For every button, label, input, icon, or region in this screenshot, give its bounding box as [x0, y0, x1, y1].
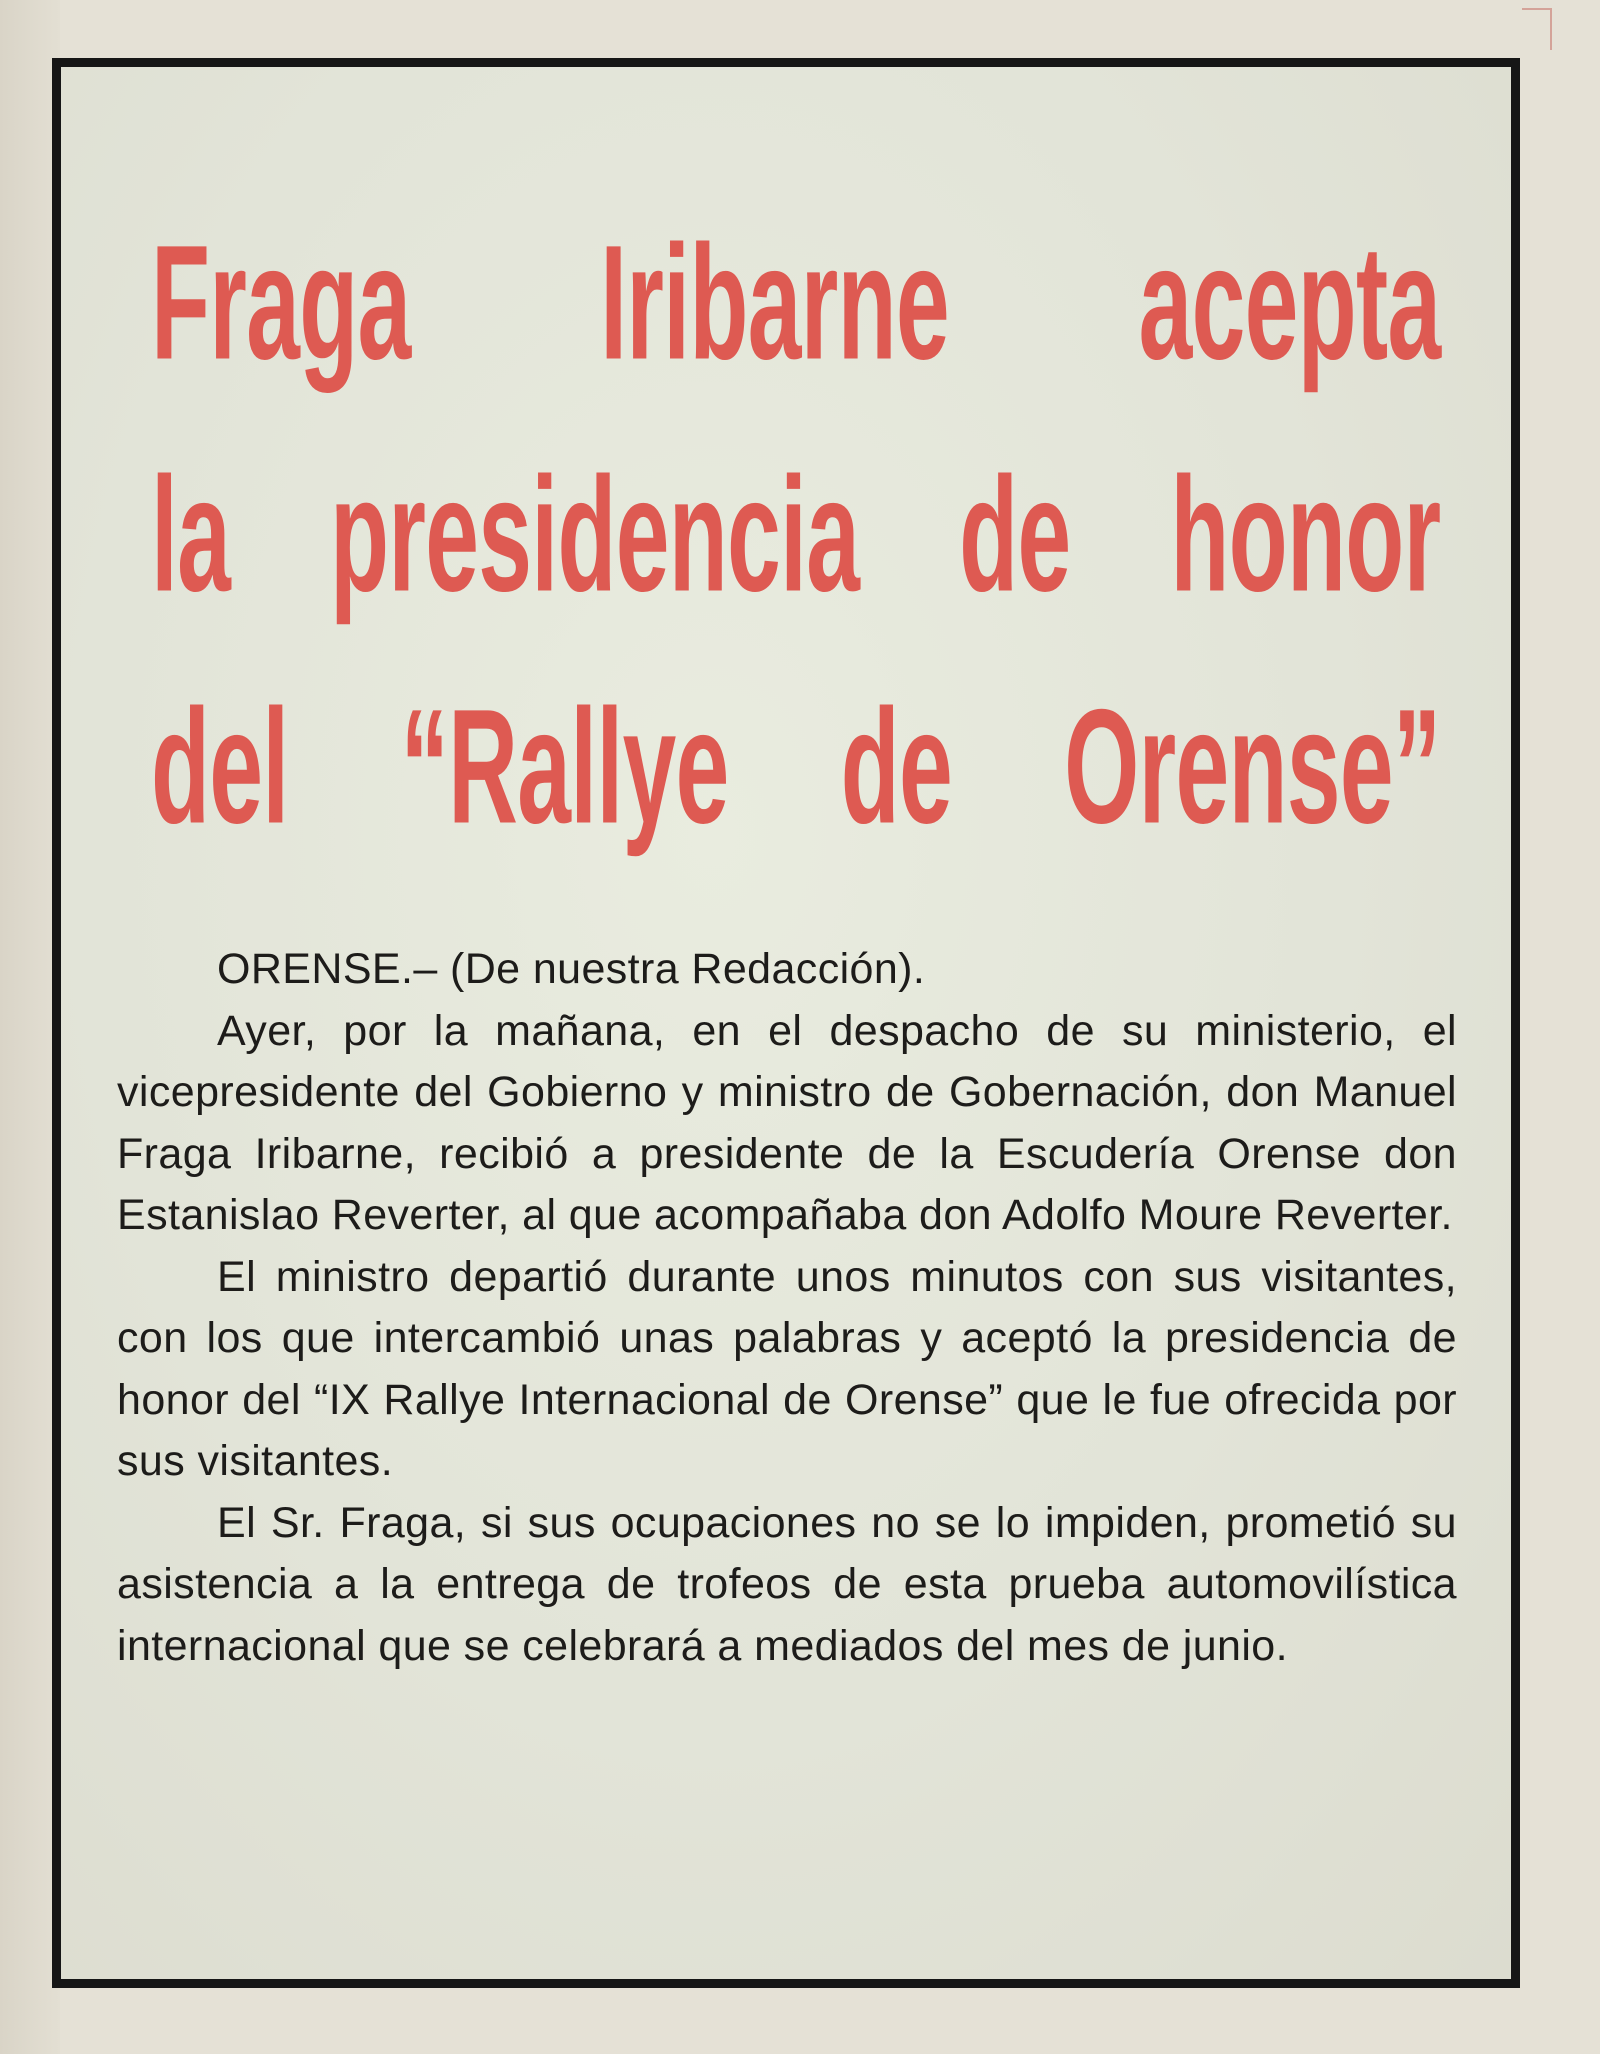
- paper-edge-mark: [1522, 8, 1552, 50]
- paper-background: [0, 0, 60, 2054]
- headline: [151, 187, 1441, 883]
- headline-line-3: del “Rallye de Orense”: [151, 676, 1441, 858]
- article-body: [117, 939, 1457, 1677]
- newspaper-clipping: [52, 58, 1520, 1988]
- headline-line-2: la presidencia de honor: [151, 444, 1441, 626]
- paragraph-3: El Sr. Fraga, si sus ocupaciones no se lo impiden, prometió su asistencia a la entrega de trofeos de esta prueba automovilística internacional que se celebrará a mediados del mes de junio.: [117, 1498, 1457, 1670]
- dateline: ORENSE.– (De nuestra Redacción).: [217, 945, 926, 993]
- paragraph-2: El ministro departió durante unos minutos con sus visitantes, con los que intercambió unas palabras y aceptó la presidencia de honor del “IX Rallye Internacional de Orense” que le fue ofrecida por sus visitantes.: [117, 1252, 1457, 1485]
- headline-line-1: Fraga Iribarne acepta: [151, 212, 1441, 394]
- paragraph-1: Ayer, por la mañana, en el despacho de su ministerio, el vicepresidente del Gobierno y ministro de Gobernación, don Manuel Fraga Iribarne, recibió a presidente de la Escudería Orense don Estanislao Reverter, al que acompañaba don Adolfo Moure Reverter.: [117, 1006, 1457, 1239]
